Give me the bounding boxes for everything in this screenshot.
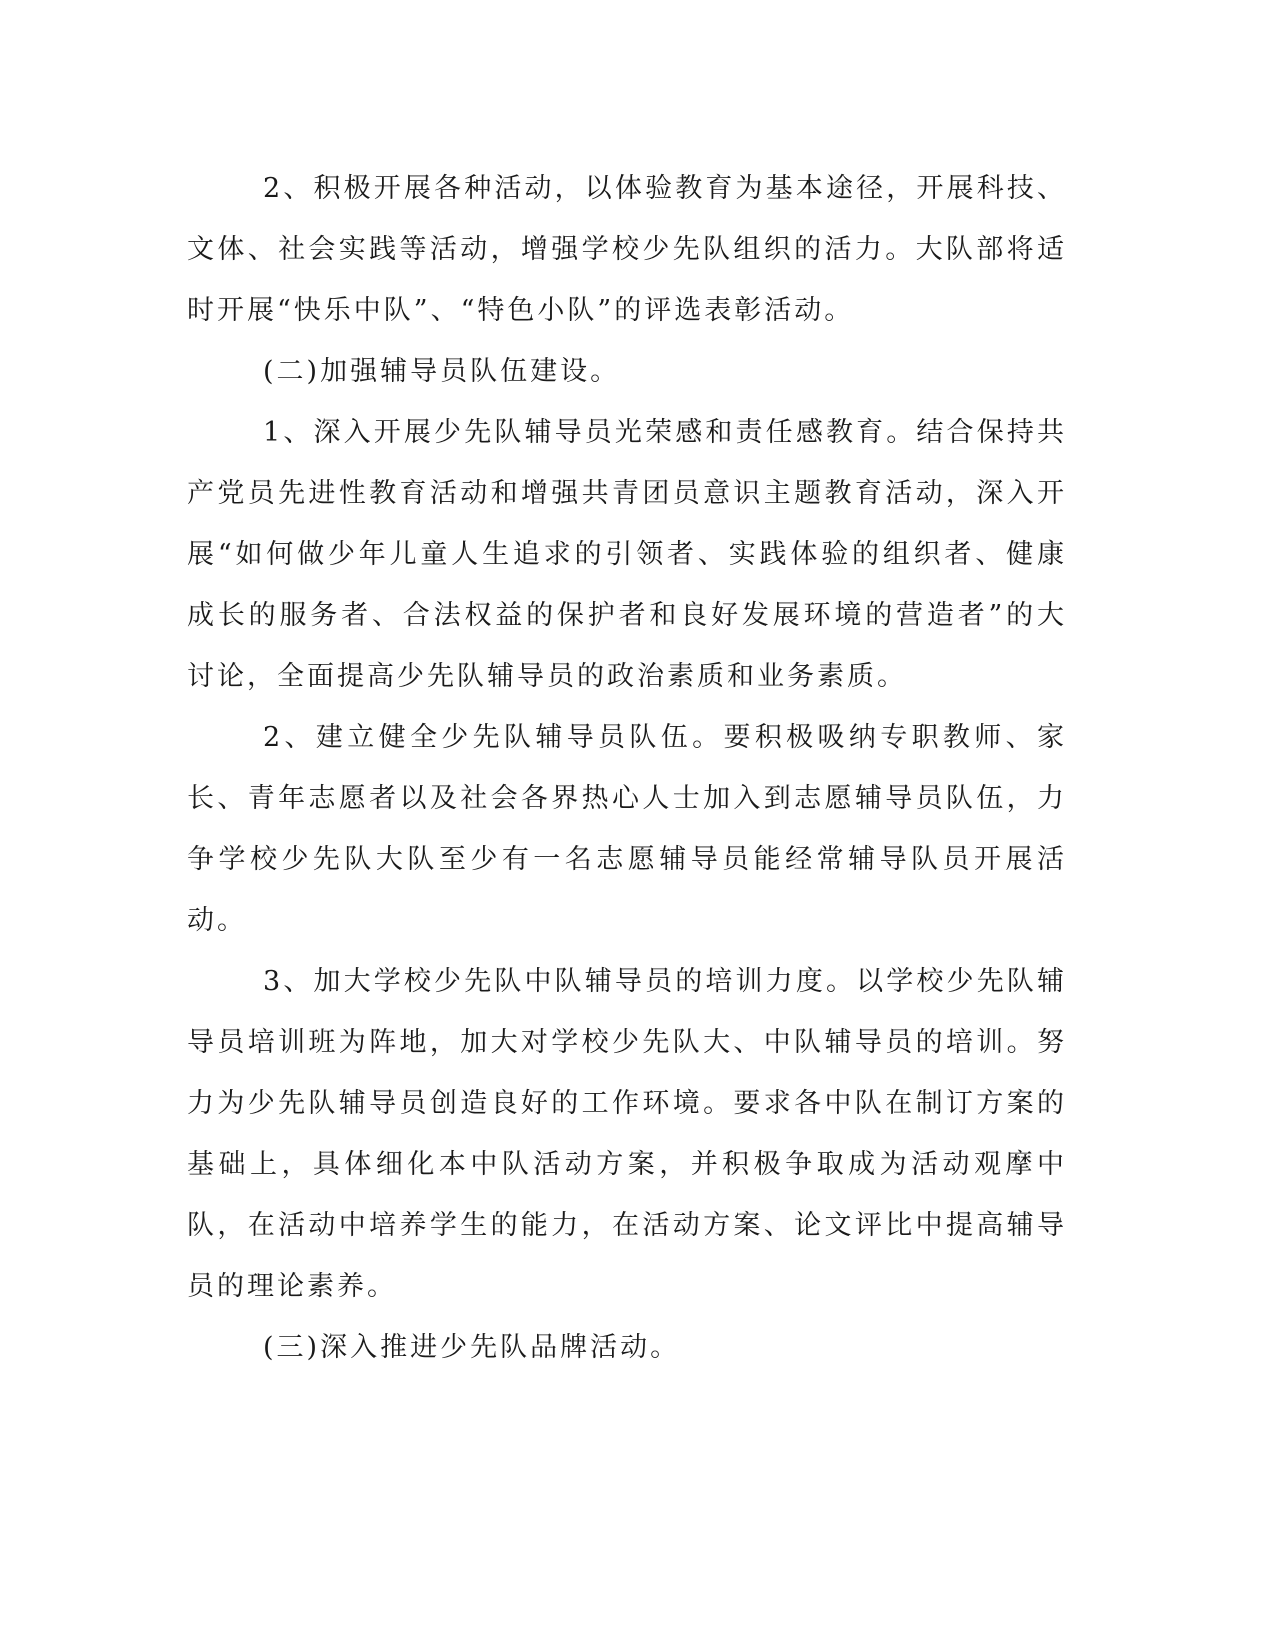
heading-brand-activities: (三)深入推进少先队品牌活动。 bbox=[263, 1332, 681, 1363]
paragraph-counselor-team: 2、建立健全少先队辅导员队伍。要积极吸纳专职教师、家长、青年志愿者以及社会各界热心人士加入到志愿辅导员队伍，力争学校少先队大队至少有一名志愿辅导员能经常辅导队员开展活动。 bbox=[187, 722, 1067, 936]
document-body bbox=[187, 158, 1067, 1378]
heading-counselor-team: (二)加强辅导员队伍建设。 bbox=[263, 356, 621, 387]
paragraph-training: 3、加大学校少先队中队辅导员的培训力度。以学校少先队辅导员培训班为阵地，加大对学校少先队大、中队辅导员的培训。努力为少先队辅导员创造良好的工作环境。要求各中队在制订方案的基础上，具体细化本中队活动方案，并积极争取成为活动观摩中队，在活动中培养学生的能力，在活动方案、论文评比中提高辅导员的理论素养。 bbox=[187, 966, 1067, 1302]
paragraph-activities: 2、积极开展各种活动，以体验教育为基本途径，开展科技、文体、社会实践等活动，增强学校少先队组织的活力。大队部将适时开展“快乐中队”、“特色小队”的评选表彰活动。 bbox=[187, 173, 1067, 326]
paragraph-honor-education: 1、深入开展少先队辅导员光荣感和责任感教育。结合保持共产党员先进性教育活动和增强共青团员意识主题教育活动，深入开展“如何做少年儿童人生追求的引领者、实践体验的组织者、健康成长的服务者、合法权益的保护者和良好发展环境的营造者”的大讨论，全面提高少先队辅导员的政治素质和业务素质。 bbox=[187, 417, 1067, 692]
